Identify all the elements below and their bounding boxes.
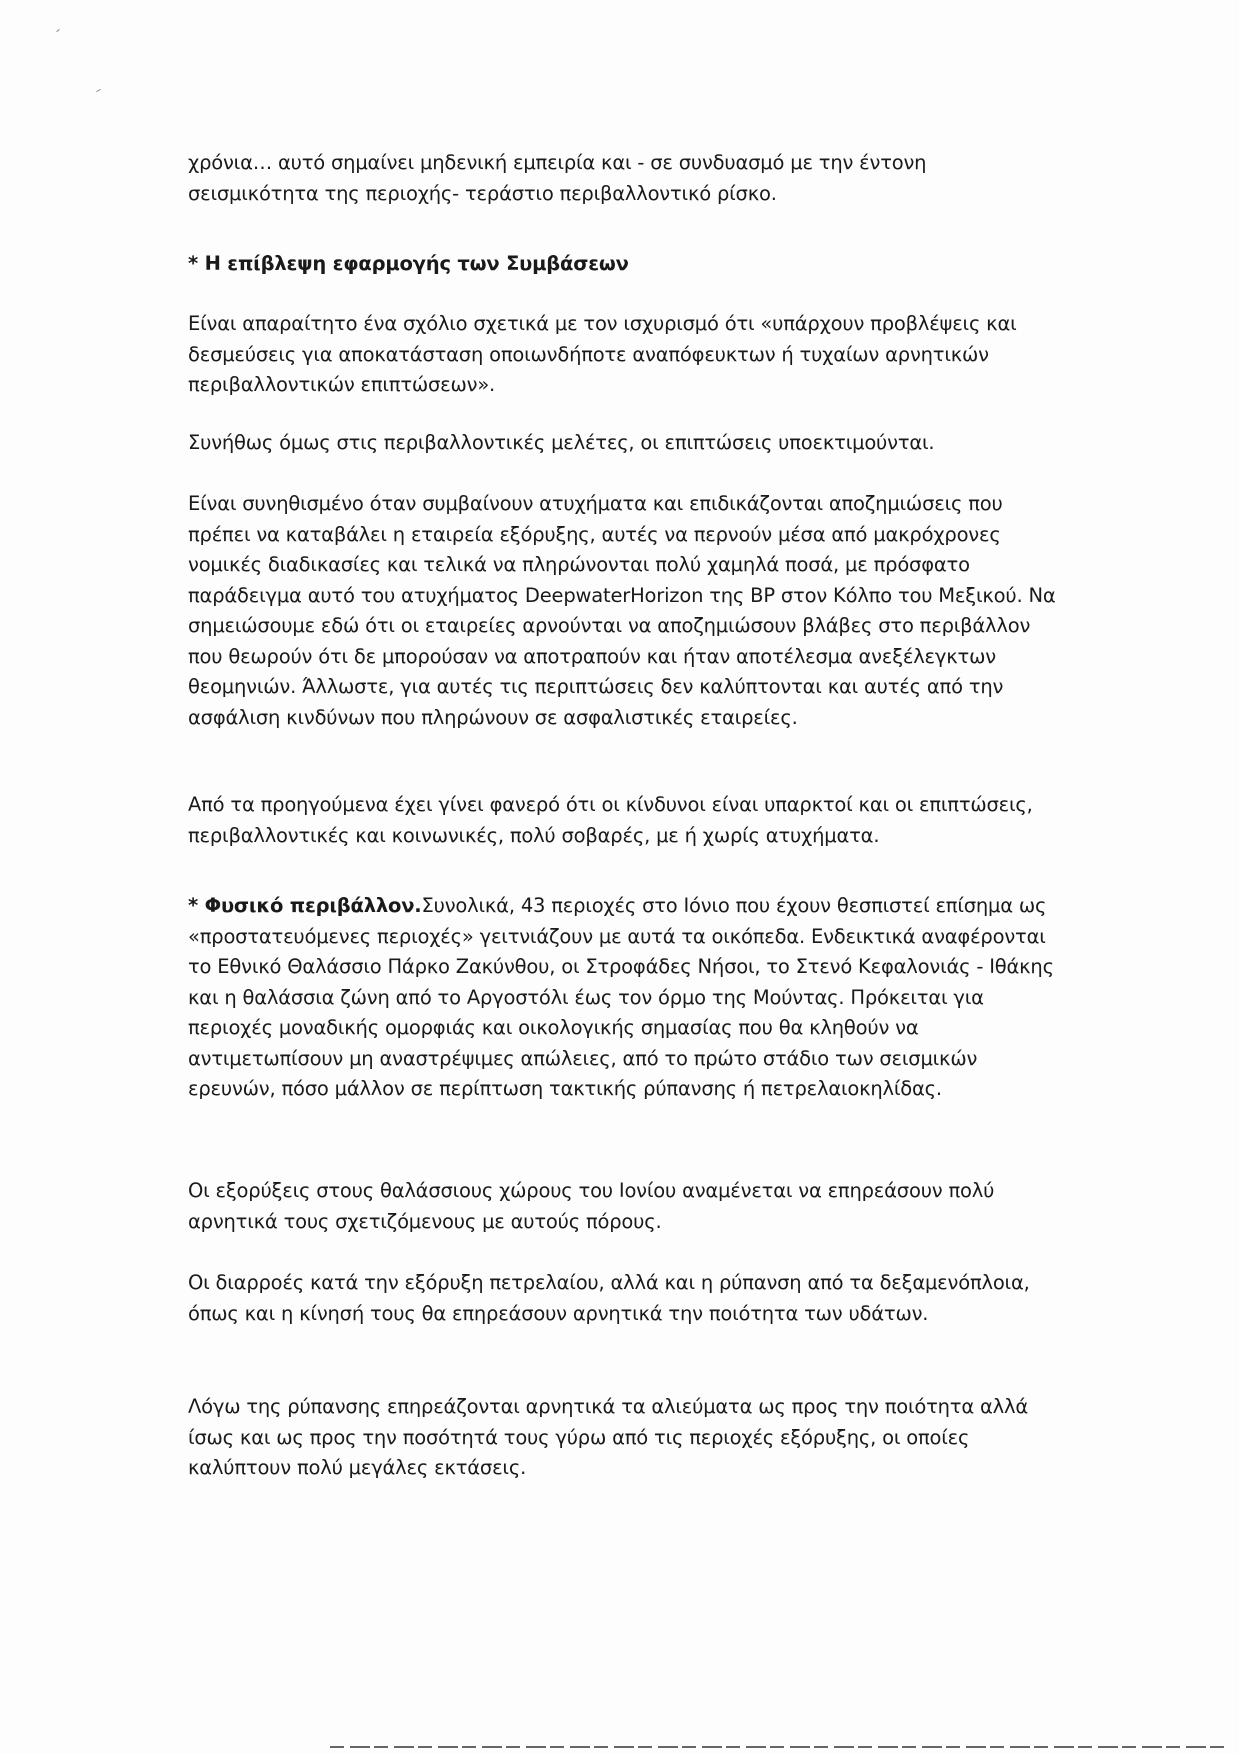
paragraph-intro: χρόνια… αυτό σημαίνει μηδενική εμπειρία και - σε συνδυασμό με την έντονη σεισμικότητα της περιοχής- τεράστιο περιβαλλοντικό ρίσκο. <box>188 151 927 205</box>
section-heading-contract-supervision: * Η επίβλεψη εφαρμογής των Συμβάσεων <box>188 252 629 275</box>
paragraph-ionian-extraction: Οι εξορύξεις στους θαλάσσιους χώρους του Ιονίου αναμένεται να επηρεάσουν πολύ αρνητικά τους σχετιζόμενους με αυτούς πόρους. <box>188 1179 995 1233</box>
scan-edge-line <box>330 1746 1230 1748</box>
paragraph-claim-comment: Είναι απαραίτητο ένα σχόλιο σχετικά με τον ισχυρισμό ότι «υπάρχουν προβλέψεις και δεσμεύσεις για αποκατάσταση οποιωνδήποτε αναπόφευκτων ή τυχαίων αρνητικών περιβαλλοντικών επιπτώσεων». <box>188 312 1017 396</box>
paragraph-compensation: Είναι συνηθισμένο όταν συμβαίνουν ατυχήματα και επιδικάζονται αποζημιώσεις που πρέπει να καταβάλει η εταιρεία εξόρυξης, αυτές να περνούν μέσα από μακρόχρονες νομικές διαδικασίες και τελικά να πληρώνονται πολύ χαμηλά ποσά, με πρόσφατο παράδειγμα αυτό του ατυχήματος DeepwaterHorizon της BP στον Κόλπο του Μεξικού. Να σημειώσουμε εδώ ότι οι εταιρείες αρνούνται να αποζημιώσουν βλάβες στο περιβάλλον που θεωρούν ότι δε μπορούσαν να αποτραπούν και ήταν αποτέλεσμα ανεξέλεγκτων θεομηνιών. Άλλωστε, για αυτές τις περιπτώσεις δεν καλύπτονται και αυτές από την ασφάλιση κινδύνων που πληρώνουν σε ασφαλιστικές εταιρείες. <box>188 492 1056 729</box>
scan-speck <box>96 89 101 92</box>
paragraph-natural-environment-body: Συνολικά, 43 περιοχές στο Ιόνιο που έχουν θεσπιστεί επίσημα ως «προστατευόμενες περιοχές» γειτνιάζουν με αυτά τα οικόπεδα. Ενδεικτικά αναφέρονται το Εθνικό Θαλάσσιο Πάρκο Ζακύνθου, οι Στροφάδες Νήσοι, το Στενό Κεφαλονιάς - Ιθάκης και η θαλάσσια ζώνη από το Αργοστόλι έως τον όρμο της Μούντας. Πρόκειται για περιοχές μοναδικής ομορφιάς και οικολογικής σημασίας που θα κληθούν να αντιμετωπίσουν μη αναστρέψιμες απώλειες, από το πρώτο στάδιο των σεισμικών ερευνών, πόσο μάλλον σε περίπτωση τακτικής ρύπανσης ή πετρελαιοκηλίδας. <box>188 894 1054 1100</box>
section-heading-natural-environment: * Φυσικό περιβάλλον. <box>188 894 422 917</box>
paragraph-fisheries: Λόγω της ρύπανσης επηρεάζονται αρνητικά τα αλιεύματα ως προς την ποιότητα αλλά ίσως και ως προς την ποσότητά τους γύρω από τις περιοχές εξόρυξης, οι οποίες καλύπτουν πολύ μεγάλες εκτάσεις. <box>188 1395 1028 1479</box>
paragraph-leaks-water-quality: Οι διαρροές κατά την εξόρυξη πετρελαίου, αλλά και η ρύπανση από τα δεξαμενόπλοια, όπως και η κίνησή τους θα επηρεάσουν αρνητικά την ποιότητα των υδάτων. <box>188 1271 1030 1325</box>
paragraph-underestimated-impacts: Συνήθως όμως στις περιβαλλοντικές μελέτες, οι επιπτώσεις υποεκτιμούνται. <box>188 431 935 454</box>
scan-speck <box>56 29 60 32</box>
paragraph-natural-environment <box>188 891 1058 1105</box>
paragraph-risks-conclusion: Από τα προηγούμενα έχει γίνει φανερό ότι οι κίνδυνοι είναι υπαρκτοί και οι επιπτώσεις, περιβαλλοντικές και κοινωνικές, πολύ σοβαρές, με ή χωρίς ατυχήματα. <box>188 793 1033 847</box>
